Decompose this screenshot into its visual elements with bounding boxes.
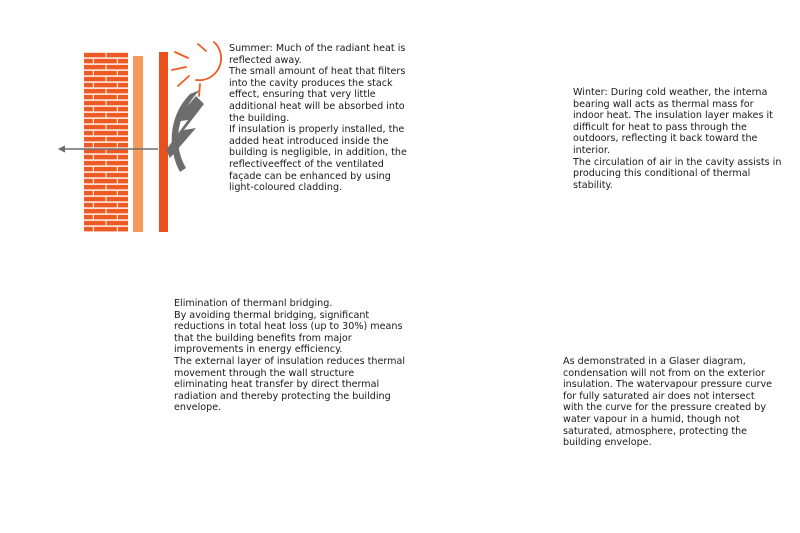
panel-summer xyxy=(60,42,221,232)
sun-icon xyxy=(172,42,221,96)
paragraph: Winter: During cold weather, the interna bearing wall acts as thermal mass for indoor heat. The insulation layer makes it difficult for heat to pass through the outdoors, reflecting it back toward the interior. xyxy=(573,87,773,156)
summer-description xyxy=(229,43,407,194)
winter-description xyxy=(573,87,783,191)
bridging-description xyxy=(174,298,406,414)
paragraph: The small amount of heat that filters into the cavity produces the stack effect, ensuring that very little additional heat will be absorbed into the building. xyxy=(229,66,406,124)
insulation-layer xyxy=(133,56,143,232)
paragraph: By avoiding thermal bridging, significant reductions in total heat loss (up to 30%) means that the building benefits from major improvements in energy efficiency. xyxy=(174,309,403,356)
paragraph: As demonstrated in a Glaser diagram, condensation will not from on the exterior insulation. The watervapour pressure curve for fully saturated air does not intersect with the curve for the pressure created by water vapour in a humid, though not saturated, atmosphere, protecting the building envelope. xyxy=(563,356,773,449)
paragraph: The external layer of insulation reduces thermal movement through the wall structure eliminating heat transfer by direct thermal radiation and thereby protecting the building envelope. xyxy=(174,355,406,414)
paragraph: The circulation of air in the cavity assists in producing this conditional of thermal stability. xyxy=(573,156,782,191)
paragraph: Elimination of thermanl bridging. xyxy=(174,298,333,309)
paragraph: Summer: Much of the radiant heat is reflected away. xyxy=(229,43,406,66)
brick-wall xyxy=(84,52,128,232)
cladding-panel xyxy=(159,52,168,232)
paragraph: If insulation is properly installed, the added heat introduced inside the building is negligible, in addition, the reflectiveeffect of the ventilated façade can be enhanced by using light-coloured cladding. xyxy=(229,124,407,194)
condensation-description xyxy=(563,356,773,449)
